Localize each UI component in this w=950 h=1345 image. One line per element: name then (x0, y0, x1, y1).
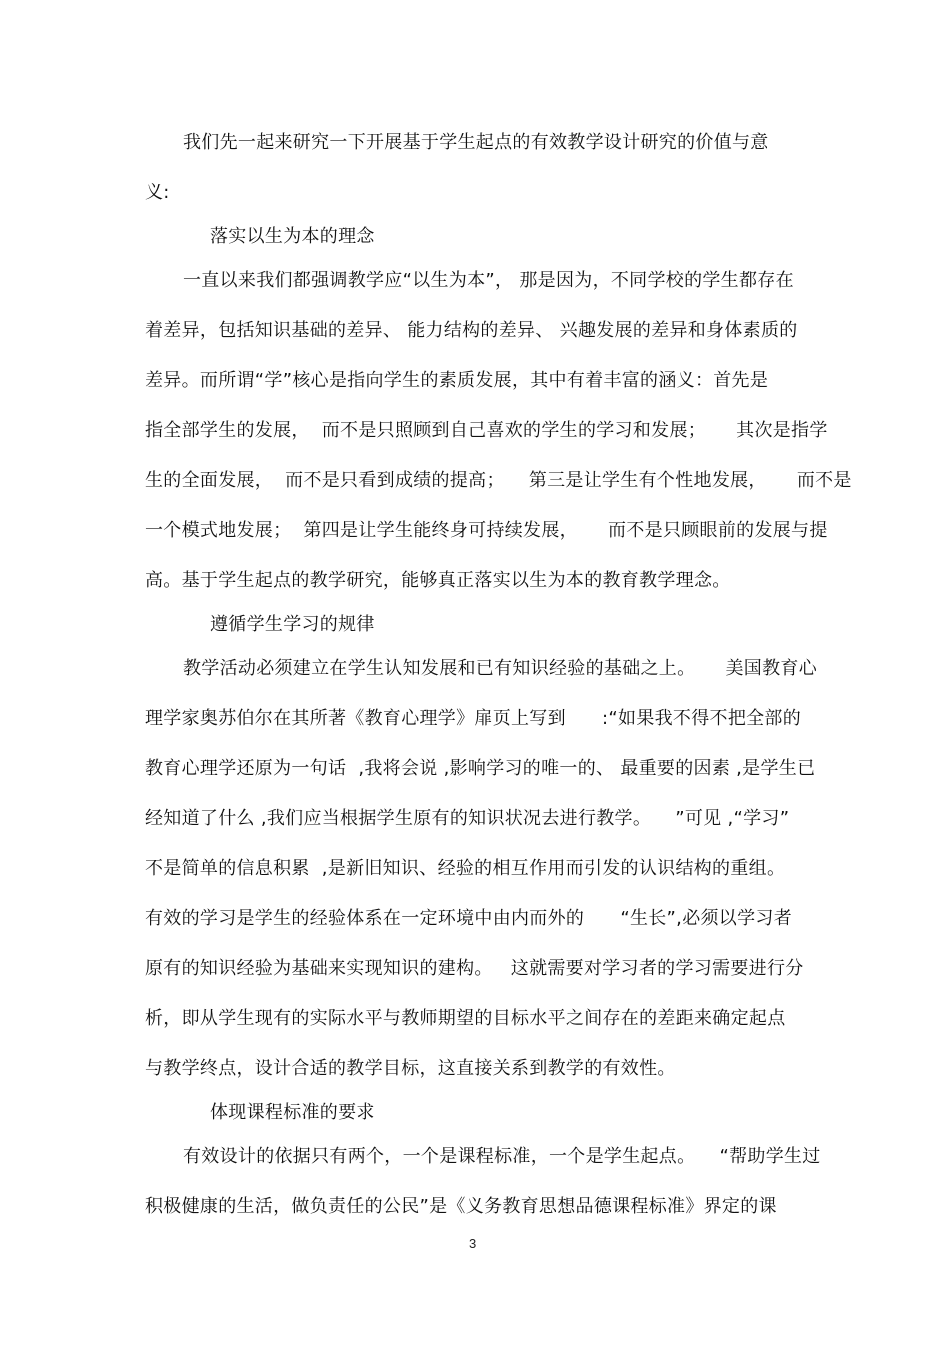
text-line: 指全部学生的发展， 而不是只照顾到自己喜欢的学生的学习和发展； 其次是指学 (145, 420, 828, 441)
text-line: 积极健康的生活，做负责任的公民”是《义务教育思想品德课程标准》界定的课 (145, 1196, 777, 1217)
section-heading: 落实以生为本的理念 (210, 226, 375, 247)
text-line: 析，即从学生现有的实际水平与教师期望的目标水平之间存在的差距来确定起点 (145, 1008, 786, 1029)
text-line: 原有的知识经验为基础来实现知识的建构。 这就需要对学习者的学习需要进行分 (145, 958, 804, 979)
text-line: 生的全面发展， 而不是只看到成绩的提高； 第三是让学生有个性地发展， 而不是 (145, 470, 852, 491)
text-line: 不是简单的信息积累 ,是新旧知识、经验的相互作用而引发的认识结构的重组。 (145, 858, 786, 879)
text-line: 教学活动必须建立在学生认知发展和已有知识经验的基础之上。 美国教育心 (183, 658, 818, 679)
text-line: 着差异，包括知识基础的差异、 能力结构的差异、 兴趣发展的差异和身体素质的 (145, 320, 798, 341)
text-line: 一直以来我们都强调教学应“以生为本”， 那是因为，不同学校的学生都存在 (183, 270, 794, 291)
page-number: 3 (469, 1236, 477, 1251)
text-line: 与教学终点，设计合适的教学目标，这直接关系到教学的有效性。 (145, 1058, 676, 1079)
text-line: 高。基于学生起点的教学研究，能够真正落实以生为本的教育教学理念。 (145, 570, 731, 591)
text-line: 义: (145, 182, 170, 203)
text-line: 有效的学习是学生的经验体系在一定环境中由内而外的 “生长”,必须以学习者 (145, 908, 792, 929)
text-line: 有效设计的依据只有两个，一个是课程标准，一个是学生起点。 “帮助学生过 (183, 1146, 821, 1167)
text-line: 我们先一起来研究一下开展基于学生起点的有效教学设计研究的价值与意 (183, 132, 769, 153)
section-heading: 体现课程标准的要求 (210, 1102, 375, 1123)
text-line: 理学家奥苏伯尔在其所著《教育心理学》扉页上写到 :“如果我不得不把全部的 (145, 708, 802, 729)
text-line: 教育心理学还原为一句话 ,我将会说 ,影响学习的唯一的、 最重要的因素 ,是学生已 (145, 758, 816, 779)
text-line: 差异。而所谓“学”核心是指向学生的素质发展，其中有着丰富的涵义：首先是 (145, 370, 769, 391)
text-line: 经知道了什么 ,我们应当根据学生原有的知识状况去进行教学。 ”可见 ,“学习” (145, 808, 790, 829)
section-heading: 遵循学生学习的规律 (210, 614, 375, 635)
text-line: 一个模式地发展； 第四是让学生能终身可持续发展， 而不是只顾眼前的发展与提 (145, 520, 828, 541)
